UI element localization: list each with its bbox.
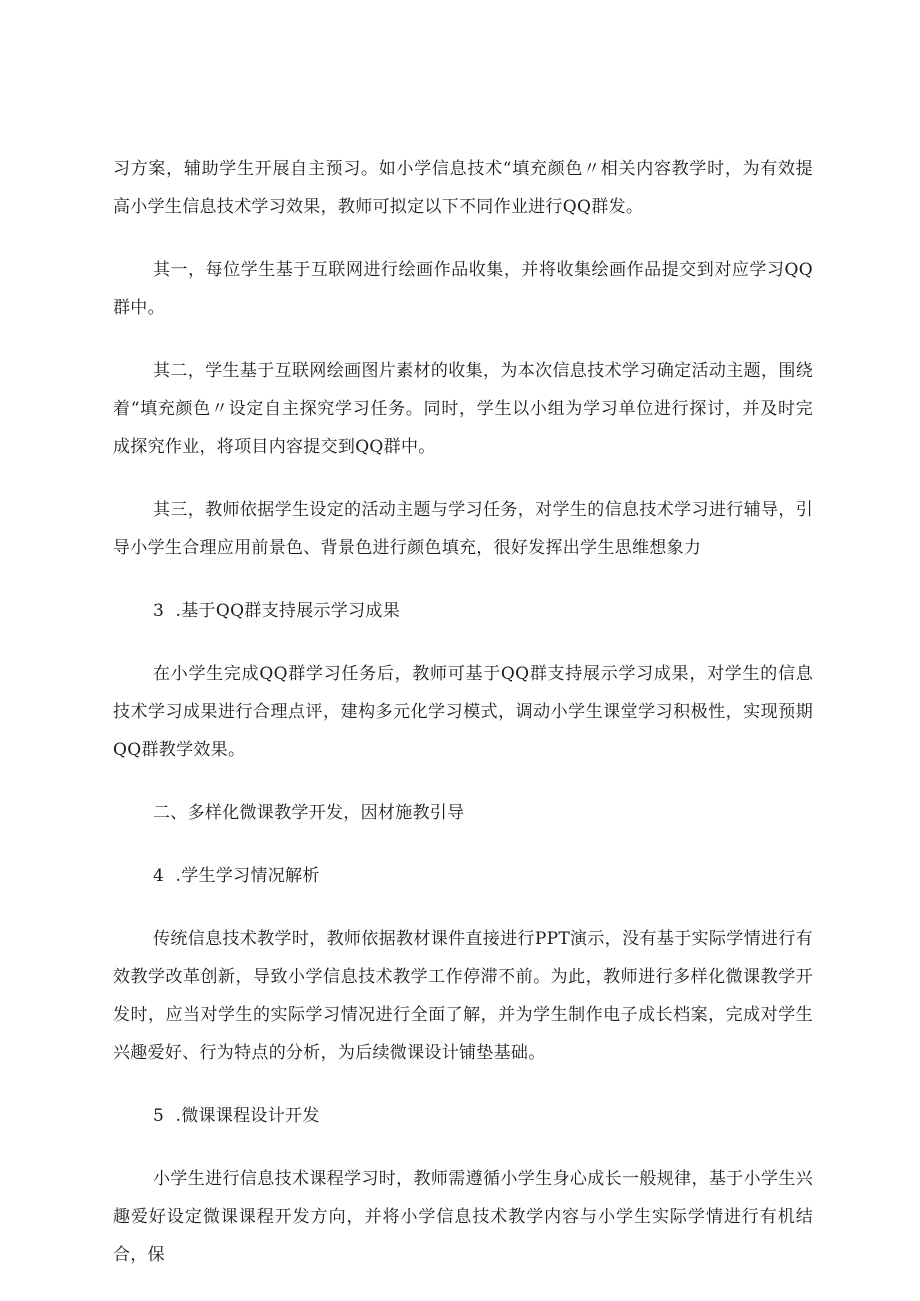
paragraph-task-two: 其二，学生基于互联网绘画图片素材的收集，为本次信息技术学习确定活动主题，围绕着“填充颜色〃设定自主探究学习任务。同时，学生以小组为学习单位进行探讨，并及时完成探究作业，将项目内容提交到QQ群中。: [113, 361, 813, 457]
heading-section-3: 3 .基于QQ群支持展示学习成果: [153, 601, 401, 621]
paragraph-section-5: 小学生进行信息技术课程学习时，教师需遵循小学生身心成长一般规律，基于小学生兴趣爱好设定微课课程开发方向，并将小学信息技术教学内容与小学生实际学情进行有机结合，保: [113, 1169, 813, 1265]
heading-part-two: 二、多样化微课教学开发，因材施教引导: [153, 803, 465, 823]
document-body: [113, 150, 813, 1274]
paragraph-task-one: 其一，每位学生基于互联网进行绘画作品收集，并将收集绘画作品提交到对应学习QQ群中。: [113, 260, 813, 318]
heading-section-4: 4 .学生学习情况解析: [153, 866, 320, 886]
paragraph-task-three: 其三，教师依据学生设定的活动主题与学习任务，对学生的信息技术学习进行辅导，引导小学生合理应用前景色、背景色进行颜色填充，很好发挥出学生思维想象力: [113, 500, 813, 558]
paragraph-section-3: 在小学生完成QQ群学习任务后，教师可基于QQ群支持展示学习成果，对学生的信息技术学习成果进行合理点评，建构多元化学习模式，调动小学生课堂学习积极性，实现预期QQ群教学效果。: [113, 664, 813, 760]
heading-section-5: 5 .微课课程设计开发: [153, 1106, 320, 1126]
paragraph-section-4: 传统信息技术教学时，教师依据教材课件直接进行PPT演示，没有基于实际学情进行有效教学改革创新，导致小学信息技术教学工作停滞不前。为此，教师进行多样化微课教学开发时，应当对学生的实际学习情况进行全面了解，并为学生制作电子成长档案，完成对学生兴趣爱好、行为特点的分析，为后续微课设计铺垫基础。: [113, 929, 813, 1063]
paragraph-continuation: 习方案，辅助学生开展自主预习。如小学信息技术“填充颜色〃相关内容教学时，为有效提高小学生信息技术学习效果，教师可拟定以下不同作业进行QQ群发。: [113, 159, 813, 217]
